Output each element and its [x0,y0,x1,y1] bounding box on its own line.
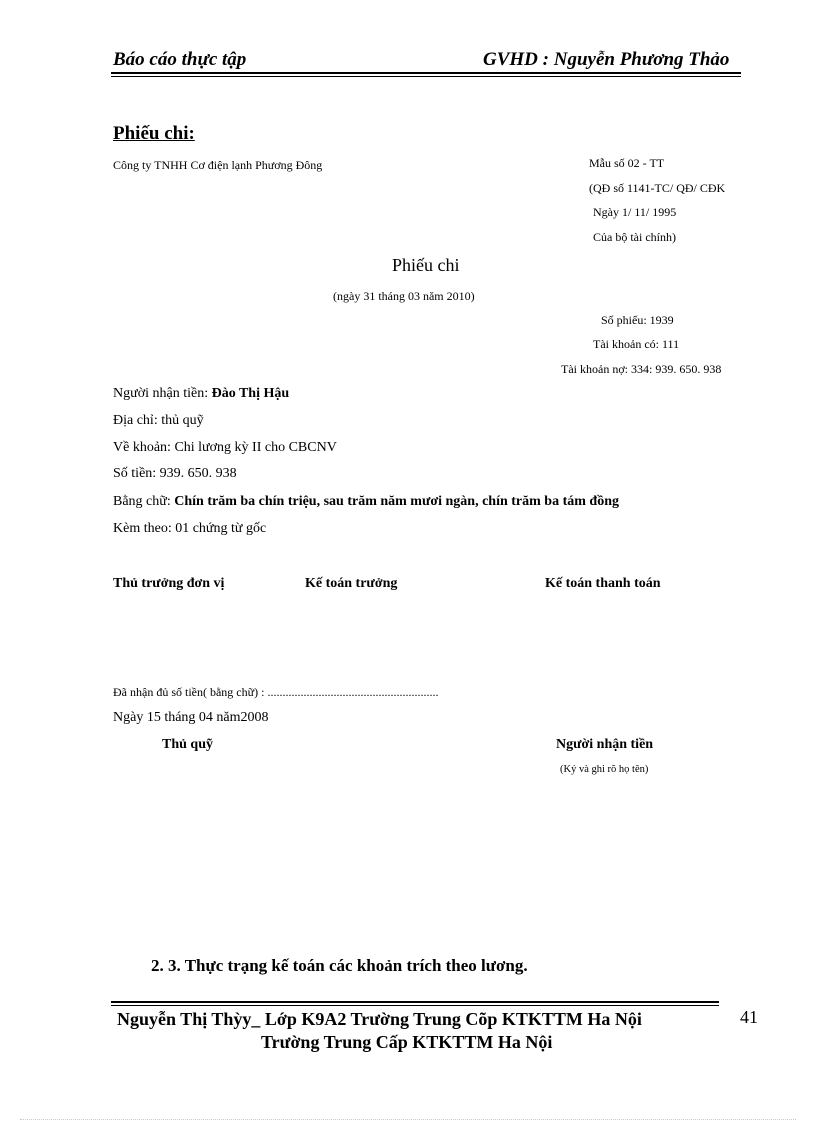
signature-payment-accountant: Kế toán thanh toán [545,576,661,591]
company-name: Công ty TNHH Cơ điện lạnh Phương Đông [113,158,323,172]
reason-label: Về khoản: [113,440,171,455]
address-value: thủ quỹ [161,413,204,428]
form-date: Ngày 1/ 11/ 1995 [593,205,677,219]
header-rule [111,72,741,74]
reason-value: Chi lương kỳ II cho CBCNV [174,440,337,455]
words-row [113,494,619,510]
header-rule-thin [111,76,741,77]
words-label: Bằng chữ: [113,494,171,509]
footer-rule [111,1001,719,1003]
debit-account: Tài khoản nợ: 334: 939. 650. 938 [561,362,722,376]
cashier-label: Thủ quỹ [162,737,213,752]
words-value: Chín trăm ba chín triệu, sau trăm năm mươi ngàn, chín trăm ba tám đồng [174,494,619,509]
form-code: Mẫu số 02 - TT [589,156,665,170]
credit-account: Tài khoản có: 111 [593,337,680,351]
recipient-label: Người nhận tiền: [113,386,209,401]
attached-label: Kèm theo: [113,521,172,536]
amount-row [113,466,237,482]
recipient-row [113,386,289,402]
received-amount-line: Đã nhận đủ số tiền( bằng chữ) : ......................................................... [113,685,439,699]
receiver-label: Người nhận tiền [556,737,654,752]
reason-row [113,440,337,456]
next-section-heading: 2. 3. Thực trạng kế toán các khoản trích theo lương. [151,956,528,975]
voucher-date: (ngày 31 tháng 03 năm 2010) [333,289,475,303]
footer-line2: Trường Trung Cấp KTKTTM Ha Nội [261,1032,553,1052]
address-label: Địa chỉ: [113,413,158,428]
voucher-title: Phiếu chi [392,255,460,275]
signature-head: Thủ trưởng đơn vị [113,576,225,591]
receiver-note: (Ký và ghi rõ họ tên) [560,764,649,775]
attached-row [113,521,266,537]
form-issuer: Của bộ tài chính) [593,230,676,244]
form-decision: (QĐ số 1141-TC/ QĐ/ CĐK [589,181,726,195]
amount-value: 939. 650. 938 [159,466,237,481]
section-title: Phiếu chi: [113,123,195,144]
recipient-value: Đào Thị Hậu [211,386,290,401]
header-right: GVHD : Nguyễn Phương Thảo [483,49,730,70]
attached-value: 01 chứng từ gốc [175,521,267,536]
page-edge-divider [20,1119,796,1120]
voucher-number: Số phiếu: 1939 [601,313,674,327]
address-row [113,413,204,429]
footer-line1: Nguyễn Thị Thỳy_ Lớp K9A2 Trường Trung Cõp KTKTTM Ha Nội [117,1009,642,1029]
amount-label: Số tiền: [113,466,157,481]
signature-chief-accountant: Kế toán trưởng [305,576,398,591]
footer-rule-thin [111,1005,719,1006]
header-left: Báo cáo thực tập [113,49,247,70]
page-number: 41 [740,1007,758,1027]
receipt-date: Ngày 15 tháng 04 năm2008 [113,710,269,725]
